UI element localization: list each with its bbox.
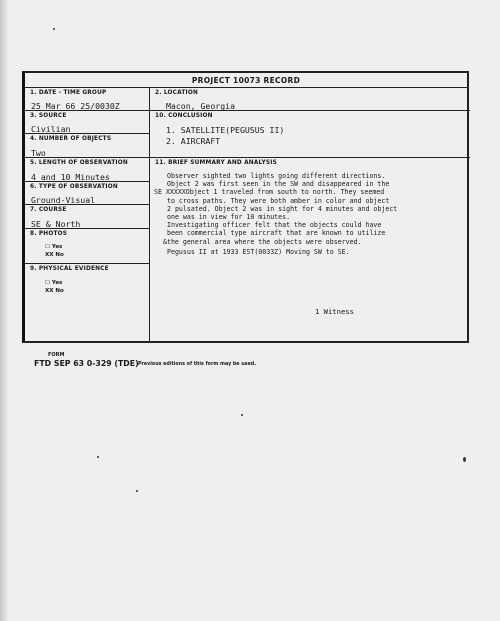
conclusion-cell [150,111,470,158]
date-time-value: 25 Mar 66 25/0030Z [31,101,120,111]
course-value: SE & North [31,219,81,229]
form-footer [34,352,334,372]
summary-line: to cross paths. They were both amber in color and object [167,196,390,205]
number-objects-label: 4. NUMBER OF OBJECTS [30,136,112,142]
summary-line: been commercial type aircraft that are known to utilize [167,229,386,238]
length-observation-cell [25,158,149,182]
summary-line: 2 pulsated. Object 2 was in sight for 4 minutes and object [167,204,398,213]
conclusion-line-2: 2. AIRCRAFT [166,136,221,146]
scan-speck [463,457,466,462]
location-value: Macon, Georgia [166,101,236,111]
witness-count: 1 Witness [315,307,354,316]
date-time-label: 1. DATE - TIME GROUP [30,90,107,96]
scan-edge-shadow [0,0,8,621]
photos-no-checkbox: XX No [45,252,64,258]
conclusion-line-1: 1. SATELLITE(PEGUSUS II) [166,125,285,135]
location-cell [150,88,470,111]
number-objects-cell [25,134,149,158]
summary-cell [150,158,470,316]
summary-line: &the general area where the objects were observed. [163,237,362,246]
source-cell [25,111,149,134]
type-observation-value: Ground-Visual [31,195,96,205]
physical-evidence-cell [25,264,149,300]
type-observation-cell [25,182,149,205]
summary-line: Observer sighted two lights going different directions. [167,172,386,180]
footer-form-label: FORM [48,352,65,358]
footer-form-code: FTD SEP 63 0-329 (TDE) [34,359,139,368]
summary-line: SE XXXXXObject 1 traveled from south to north. They seemed [154,188,385,197]
summary-line: Object 2 was first seen in the SW and disappeared in the [167,180,390,189]
length-observation-value: 4 and 10 Minutes [31,172,110,182]
physical-evidence-label: 9. PHYSICAL EVIDENCE [30,266,109,272]
source-value: Civilian [31,124,71,134]
scan-speck [136,490,138,492]
summary-line: one was in view for 10 minutes. [167,212,291,221]
physical-yes-checkbox: ☐ Yes [45,280,63,286]
course-cell [25,205,149,229]
footer-note: Previous editions of this form may be used. [138,362,257,367]
physical-no-checkbox: XX No [45,288,64,294]
photos-cell [25,229,149,264]
scan-speck [53,28,55,30]
summary-text [154,172,467,246]
length-observation-label: 5. LENGTH OF OBSERVATION [30,160,128,166]
left-column [25,88,150,343]
photos-label: 8. PHOTOS [30,231,68,237]
scan-speck [97,456,99,458]
sighting-note: Pegusus II at 1933 EST(0033Z) Moving SW to SE. [167,248,350,256]
course-label: 7. COURSE [30,207,67,213]
number-objects-value: Two [31,148,46,158]
scan-speck [241,414,243,416]
date-time-cell [25,88,149,111]
record-form [22,71,469,343]
summary-label: 11. BRIEF SUMMARY AND ANALYSIS [155,160,278,166]
conclusion-label: 10. CONCLUSION [155,113,213,119]
summary-line: Investigating officer felt that the objects could have [167,221,382,230]
form-title: PROJECT 10073 RECORD [25,73,467,88]
type-observation-label: 6. TYPE OF OBSERVATION [30,184,118,190]
right-column [150,88,470,343]
location-label: 2. LOCATION [155,90,199,96]
photos-yes-checkbox: ☐ Yes [45,244,63,250]
source-label: 3. SOURCE [30,113,67,119]
